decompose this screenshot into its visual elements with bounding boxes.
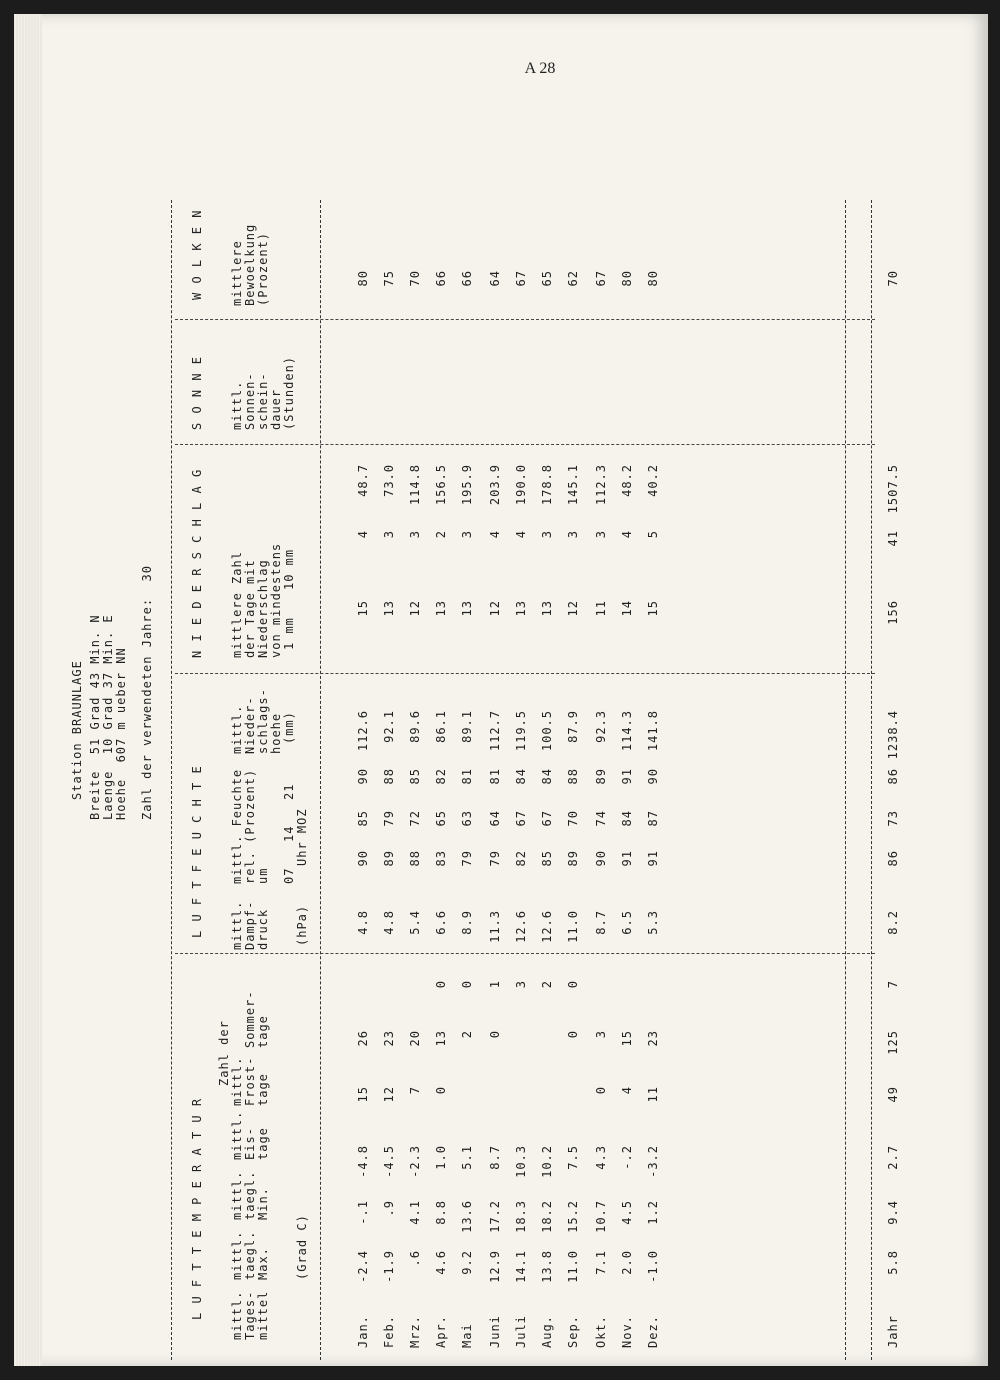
header-feuchte_hours-2: 21: [282, 783, 296, 800]
cell-wk: 80: [620, 270, 634, 287]
cell-ns: 112.6: [356, 710, 370, 752]
cell-tn: 10.3: [514, 1145, 528, 1178]
cell-eis: 0: [434, 1086, 448, 1095]
cell-tx: 1.2: [646, 1200, 660, 1225]
cell-tn: -.2: [620, 1145, 634, 1170]
years-used: Zahl der verwendeten Jahre: 30: [140, 565, 154, 820]
group-sun: S O N N E: [190, 355, 204, 430]
header-nieder-0: mittl.: [230, 704, 244, 754]
cell-tx: 17.2: [488, 1200, 502, 1233]
cell-f21: 84: [514, 768, 528, 785]
cell-wk: 64: [488, 270, 502, 287]
cell-so: 7: [886, 980, 900, 989]
month-label: Feb.: [382, 1315, 396, 1348]
cell-sn: 114.8: [408, 464, 422, 506]
cell-tx: 4.5: [620, 1200, 634, 1225]
cell-ns: 1238.4: [886, 710, 900, 760]
cell-n1: 15: [356, 600, 370, 617]
cell-f07: 89: [566, 850, 580, 867]
month-label: Mrz.: [408, 1315, 422, 1348]
header-eis-0: mittl.: [230, 1110, 244, 1160]
header-dampf-unit: (hPa): [295, 904, 309, 946]
cell-f07: 89: [382, 850, 396, 867]
cell-tn: -3.2: [646, 1145, 660, 1178]
cell-n10: 3: [408, 530, 422, 539]
cell-f14: 84: [620, 810, 634, 827]
header-tage_mm-0: 1 mm: [282, 617, 296, 650]
cell-sn: 48.7: [356, 464, 370, 497]
cell-tm: 5.8: [886, 1250, 900, 1275]
cell-eis: 11: [646, 1086, 660, 1103]
cell-f07: 91: [620, 850, 634, 867]
cell-sn: 190.0: [514, 464, 528, 506]
header-nieder-unit: (mm): [282, 711, 296, 744]
header-rule: [320, 200, 321, 1360]
cell-tn: -4.8: [356, 1145, 370, 1178]
header-dampf-1: Dampf-: [243, 900, 257, 950]
cell-f14: 67: [540, 810, 554, 827]
header-sonne-3: dauer: [269, 388, 283, 430]
cell-tx: 13.6: [460, 1200, 474, 1233]
group-humid: L U F T F E U C H T E: [190, 765, 204, 938]
cell-dp: 4.8: [356, 910, 370, 935]
cell-n1: 13: [540, 600, 554, 617]
cell-wk: 70: [408, 270, 422, 287]
header-feuchte_hours-0: 07: [282, 867, 296, 884]
cell-ns: 92.1: [382, 710, 396, 743]
cell-tm: .6: [408, 1250, 422, 1267]
header-tage-3: von mindestens: [269, 542, 283, 658]
cell-n10: 4: [620, 530, 634, 539]
cell-dp: 11.3: [488, 910, 502, 943]
cell-f14: 72: [408, 810, 422, 827]
cell-sn: 40.2: [646, 464, 660, 497]
cell-dp: 8.9: [460, 910, 474, 935]
header-frost-2: tage: [256, 1073, 270, 1106]
cell-tn: 8.7: [488, 1145, 502, 1170]
cell-n1: 12: [408, 600, 422, 617]
cell-tn: 1.0: [434, 1145, 448, 1170]
cell-n1: 12: [488, 600, 502, 617]
cell-so: 2: [540, 980, 554, 989]
cell-wk: 75: [382, 270, 396, 287]
cell-tm: 12.9: [488, 1250, 502, 1283]
cell-sn: 48.2: [620, 464, 634, 497]
cell-f07: 79: [460, 850, 474, 867]
header-feuchte_hours-1: 14: [282, 825, 296, 842]
cell-fr: 26: [356, 1030, 370, 1047]
cell-wk: 67: [594, 270, 608, 287]
month-label: Sep.: [566, 1315, 580, 1348]
cell-f21: 90: [646, 768, 660, 785]
header-sommer-1: tage: [256, 1015, 270, 1048]
cell-f07: 86: [886, 850, 900, 867]
cell-sn: 145.1: [566, 464, 580, 506]
cell-f07: 90: [356, 850, 370, 867]
cell-tx: -.1: [356, 1200, 370, 1225]
cell-eis: 15: [356, 1086, 370, 1103]
cell-tn: 10.2: [540, 1145, 554, 1178]
cell-f14: 70: [566, 810, 580, 827]
cell-tn: 5.1: [460, 1145, 474, 1170]
cell-f14: 64: [488, 810, 502, 827]
cell-f21: 88: [566, 768, 580, 785]
cell-wk: 66: [460, 270, 474, 287]
cell-tx: 10.7: [594, 1200, 608, 1233]
cell-n1: 12: [566, 600, 580, 617]
cell-tx: .9: [382, 1200, 396, 1217]
header-nieder-2: schlags-: [256, 688, 270, 754]
cell-fr: 3: [594, 1030, 608, 1039]
cell-f21: 82: [434, 768, 448, 785]
cell-wk: 66: [434, 270, 448, 287]
cell-wk: 70: [886, 270, 900, 287]
cell-so: 0: [460, 980, 474, 989]
cell-f21: 90: [356, 768, 370, 785]
cell-tn: 7.5: [566, 1145, 580, 1170]
header-feuchte-2: um: [256, 867, 270, 884]
cell-tm: -1.9: [382, 1250, 396, 1283]
cell-wk: 62: [566, 270, 580, 287]
month-label: Apr.: [434, 1315, 448, 1348]
cell-tm: 2.0: [620, 1250, 634, 1275]
cell-n10: 3: [382, 530, 396, 539]
header-eis-2: tage: [256, 1127, 270, 1160]
cell-tn: 2.7: [886, 1145, 900, 1170]
sep-precip-sun: [175, 444, 875, 445]
header-tage-0: mittlere Zahl: [230, 551, 244, 658]
cell-f07: 85: [540, 850, 554, 867]
cell-n1: 13: [434, 600, 448, 617]
header-wolken-2: (Prozent): [256, 231, 270, 306]
header-frost-0: mittl.: [230, 1056, 244, 1106]
header-tage_mm-1: 10 mm: [282, 548, 296, 590]
cell-n10: 3: [594, 530, 608, 539]
cell-dp: 12.6: [540, 910, 554, 943]
cell-n1: 15: [646, 600, 660, 617]
cell-n10: 5: [646, 530, 660, 539]
cell-tn: -4.5: [382, 1145, 396, 1178]
header-feuchte-0: mittl. Feuchte: [230, 768, 244, 884]
cell-wk: 80: [646, 270, 660, 287]
cell-n1: 11: [594, 600, 608, 617]
cell-ns: 114.3: [620, 710, 634, 752]
cell-f21: 91: [620, 768, 634, 785]
cell-eis: 7: [408, 1086, 422, 1095]
month-label: Jan.: [356, 1315, 370, 1348]
cell-tm: 11.0: [566, 1250, 580, 1283]
cell-sn: 112.3: [594, 464, 608, 506]
cell-n1: 13: [514, 600, 528, 617]
cell-f14: 79: [382, 810, 396, 827]
cell-wk: 80: [356, 270, 370, 287]
header-sonne-4: (Stunden): [282, 355, 296, 430]
cell-f14: 73: [886, 810, 900, 827]
cell-ns: 100.5: [540, 710, 554, 752]
cell-f21: 84: [540, 768, 554, 785]
year-rule: [845, 200, 846, 1360]
month-label: Mai: [460, 1323, 474, 1348]
cell-n1: 13: [382, 600, 396, 617]
cell-dp: 5.3: [646, 910, 660, 935]
cell-dp: 4.8: [382, 910, 396, 935]
cell-f21: 86: [886, 768, 900, 785]
cell-f07: 82: [514, 850, 528, 867]
bottom-rule: [871, 200, 872, 1360]
cell-ns: 86.1: [434, 710, 448, 743]
cell-n1: 14: [620, 600, 634, 617]
cell-fr: 125: [886, 1030, 900, 1055]
cell-f14: 87: [646, 810, 660, 827]
cell-dp: 6.6: [434, 910, 448, 935]
header-sonne-1: Sonnen-: [243, 372, 257, 430]
cell-tm: -1.0: [646, 1250, 660, 1283]
cell-tm: 14.1: [514, 1250, 528, 1283]
cell-f07: 83: [434, 850, 448, 867]
cell-sn: 1507.5: [886, 464, 900, 514]
cell-wk: 65: [540, 270, 554, 287]
header-tmax-0: mittl.: [230, 1230, 244, 1280]
header-tmean-1: Tages-: [243, 1290, 257, 1340]
cell-sn: 73.0: [382, 464, 396, 497]
cell-f14: 67: [514, 810, 528, 827]
cell-f21: 85: [408, 768, 422, 785]
cell-tx: 18.2: [540, 1200, 554, 1233]
group-temp: L U F T T E M P E R A T U R: [190, 1097, 204, 1320]
header-sonne-2: schein-: [256, 372, 270, 430]
cell-fr: 23: [646, 1030, 660, 1047]
cell-tx: 18.3: [514, 1200, 528, 1233]
cell-fr: 20: [408, 1030, 422, 1047]
page-stack-edge: [14, 14, 42, 1366]
cell-dp: 6.5: [620, 910, 634, 935]
page-number: A 28: [524, 60, 556, 77]
group-precip: N I E D E R S C H L A G: [190, 468, 204, 658]
group-cloud: W O L K E N: [190, 209, 204, 300]
cell-tn: 4.3: [594, 1145, 608, 1170]
cell-n1: 13: [460, 600, 474, 617]
cell-n10: 3: [540, 530, 554, 539]
cell-dp: 11.0: [566, 910, 580, 943]
cell-f21: 81: [488, 768, 502, 785]
cell-fr: 13: [434, 1030, 448, 1047]
cell-f21: 88: [382, 768, 396, 785]
cell-n10: 3: [566, 530, 580, 539]
cell-f07: 79: [488, 850, 502, 867]
cell-ns: 92.3: [594, 710, 608, 743]
cell-ns: 89.6: [408, 710, 422, 743]
cell-f07: 90: [594, 850, 608, 867]
month-label: Okt.: [594, 1315, 608, 1348]
cell-n10: 4: [488, 530, 502, 539]
cell-n10: 41: [886, 530, 900, 547]
station-lat: Breite 51 Grad 43 Min. N: [88, 614, 102, 820]
header-sommer-0: Sommer-: [243, 990, 257, 1048]
cell-tn: -2.3: [408, 1145, 422, 1178]
header-wolken-0: mittlere: [230, 240, 244, 306]
cell-tm: 4.6: [434, 1250, 448, 1275]
cell-ns: 119.5: [514, 710, 528, 752]
cell-so: 0: [434, 980, 448, 989]
cell-ns: 112.7: [488, 710, 502, 752]
header-temp-unit: (Grad C): [295, 1214, 309, 1280]
cell-fr: 23: [382, 1030, 396, 1047]
station-lon: Laenge 10 Grad 37 Min. E: [101, 614, 115, 820]
header-tmin-0: mittl.: [230, 1170, 244, 1220]
header-tmin-2: Min.: [256, 1187, 270, 1220]
header-tage-2: Niederschlag: [256, 559, 270, 658]
cell-dp: 12.6: [514, 910, 528, 943]
cell-tx: 8.8: [434, 1200, 448, 1225]
cell-eis: 12: [382, 1086, 396, 1103]
cell-ns: 89.1: [460, 710, 474, 743]
cell-fr: 0: [488, 1030, 502, 1039]
cell-dp: 8.2: [886, 910, 900, 935]
cell-ns: 87.9: [566, 710, 580, 743]
cell-tm: 9.2: [460, 1250, 474, 1275]
month-label: Nov.: [620, 1315, 634, 1348]
month-label: Jahr: [886, 1315, 900, 1348]
cell-so: 0: [566, 980, 580, 989]
header-wolken-1: Bewoelkung: [243, 223, 257, 306]
cell-eis: 49: [886, 1086, 900, 1103]
header-tmin-1: taegl.: [243, 1170, 257, 1220]
header-tage-1: der Tage mit: [243, 559, 257, 658]
cell-tm: 7.1: [594, 1250, 608, 1275]
header-frost-top: Zahl der: [217, 1020, 231, 1086]
header-feuchte-uhr: Uhr MOZ: [295, 808, 309, 866]
cell-f07: 91: [646, 850, 660, 867]
header-tmax-2: Max.: [256, 1247, 270, 1280]
month-label: Aug.: [540, 1315, 554, 1348]
cell-f21: 89: [594, 768, 608, 785]
station-title: Station BRAUNLAGE: [70, 660, 84, 800]
cell-wk: 67: [514, 270, 528, 287]
cell-f14: 65: [434, 810, 448, 827]
cell-so: 1: [488, 980, 502, 989]
cell-n10: 4: [514, 530, 528, 539]
climate-table: [65, 140, 900, 1360]
month-label: Juli: [514, 1315, 528, 1348]
header-nieder-1: Nieder-: [243, 696, 257, 754]
cell-sn: 156.5: [434, 464, 448, 506]
header-tmax-1: taegl.: [243, 1230, 257, 1280]
header-eis-1: Eis-: [243, 1127, 257, 1160]
month-label: Juni: [488, 1315, 502, 1348]
cell-fr: 15: [620, 1030, 634, 1047]
cell-tx: 4.1: [408, 1200, 422, 1225]
cell-dp: 8.7: [594, 910, 608, 935]
month-label: Dez.: [646, 1315, 660, 1348]
sep-humid-precip: [175, 673, 875, 674]
cell-tm: -2.4: [356, 1250, 370, 1283]
header-dampf-2: druck: [256, 908, 270, 950]
cell-sn: 195.9: [460, 464, 474, 506]
header-tmean-2: mittel: [256, 1290, 270, 1340]
header-feuchte-1: rel. (Prozent): [243, 768, 257, 884]
cell-n10: 3: [460, 530, 474, 539]
top-rule: [171, 200, 172, 1360]
cell-so: 3: [514, 980, 528, 989]
cell-f14: 74: [594, 810, 608, 827]
header-sonne-0: mittl.: [230, 380, 244, 430]
header-nieder-3: hoehe: [269, 712, 283, 754]
cell-sn: 203.9: [488, 464, 502, 506]
cell-ns: 141.8: [646, 710, 660, 752]
header-frost-1: Frost-: [243, 1056, 257, 1106]
cell-f14: 63: [460, 810, 474, 827]
cell-n10: 2: [434, 530, 448, 539]
header-dampf-0: mittl.: [230, 900, 244, 950]
cell-sn: 178.8: [540, 464, 554, 506]
cell-dp: 5.4: [408, 910, 422, 935]
cell-f21: 81: [460, 768, 474, 785]
cell-n10: 4: [356, 530, 370, 539]
cell-fr: 0: [566, 1030, 580, 1039]
cell-n1: 156: [886, 600, 900, 625]
cell-eis: 4: [620, 1086, 634, 1095]
cell-f14: 85: [356, 810, 370, 827]
cell-tx: 9.4: [886, 1200, 900, 1225]
cell-fr: 2: [460, 1030, 474, 1039]
cell-eis: 0: [594, 1086, 608, 1095]
header-tmean-0: mittl.: [230, 1290, 244, 1340]
cell-f07: 88: [408, 850, 422, 867]
cell-tm: 13.8: [540, 1250, 554, 1283]
station-alt: Hoehe 607 m ueber NN: [114, 647, 128, 820]
cell-tx: 15.2: [566, 1200, 580, 1233]
